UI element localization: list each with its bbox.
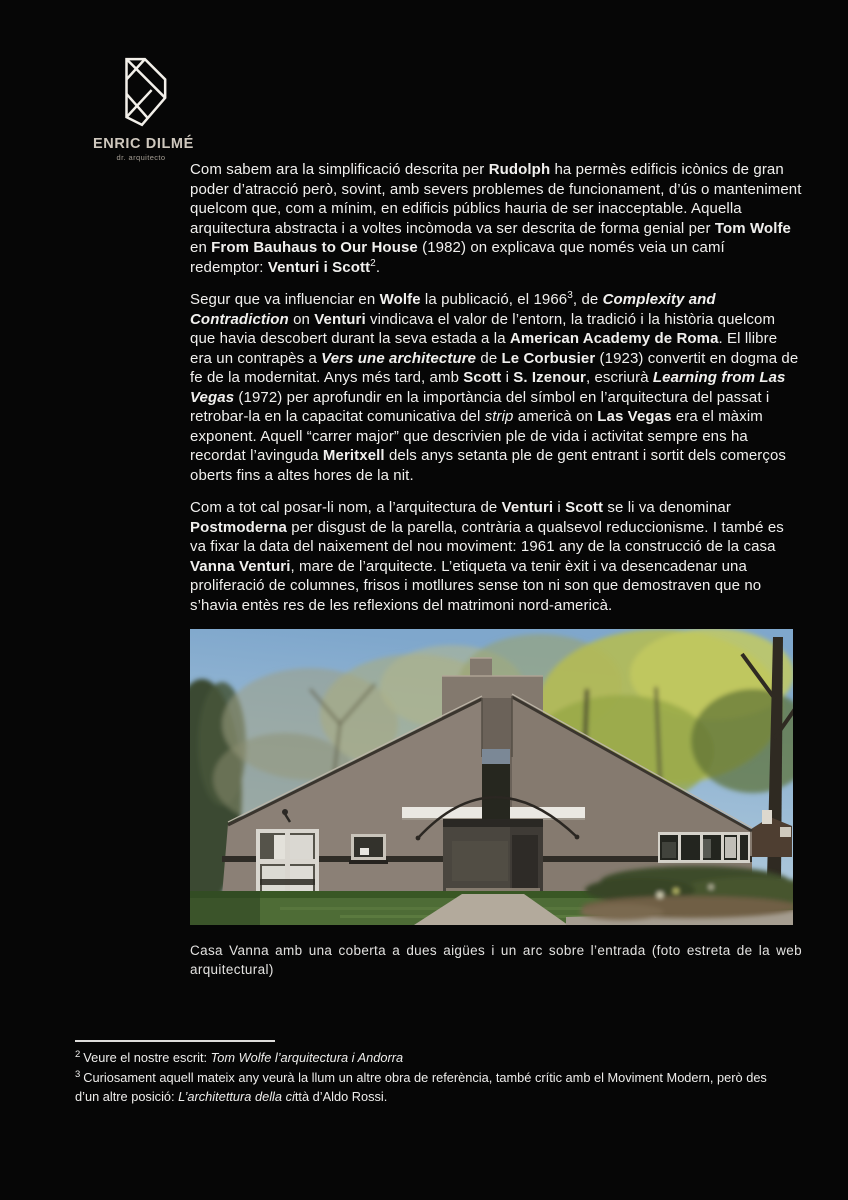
logo-subtitle: dr. arquitecto (116, 153, 166, 162)
footnote-2-marker: 2 (75, 1048, 81, 1060)
photo-caption: Casa Vanna amb una coberta a dues aigües i un arc sobre l’entrada (foto estreta de la web arquitectural) (190, 943, 802, 977)
footnotes (75, 1040, 787, 1107)
arch-end-left (416, 836, 421, 841)
footnote-3-marker: 3 (75, 1068, 81, 1080)
center-window-sky-reflection (482, 749, 510, 764)
small-window (349, 834, 388, 864)
footnotes-divider (75, 1040, 275, 1042)
paragraph-1: Com sabem ara la simplificació descrita per Rudolph ha permès edificis icònics de gran poder d’atracció però, sovint, amb severs problemes de funcionament, d’ús o manteniment quelcom que, com a mínim, en edificis públics hauria de ser inacceptable. Aquella arquitectura abstracta i a voltes incòmoda va ser descrita de forma genial per Tom Wolfe en From Bauhaus to Our House (1982) on explicava que només veia un camí redemptor: Venturi i Scott$^2$. (190, 161, 802, 276)
vanna-venturi-house-photo (190, 629, 793, 925)
paragraph-2: Segur que va influenciar en Wolfe la publicació, el 1966$^3$, de Complexity and Contradiction on Venturi vindicava el valor de l’entorn, la tradició i la història quelcom que havia descobert durant la seva estada a la American Academy de Roma. El llibre era un contrapès a Vers une architecture de Le Corbusier (1923) convertit en dogma de fe de la modernitat. Anys més tard, amb Scott i S. Izenour, escriurà Learning from Las Vegas (1972) per aprofundir en la importància del símbol en l’arquitectura del passat i retrobar-la en la capacitat comunicativa del strip americà on Las Vegas era el màxim exponent. Aquell “carrer major” que descrivien ple de vida i activitat sempre ens ha recordat l’avinguda Meritxell dels anys setanta ple de gent entrant i sortit dels comerços oberts fins a altes hores de la nit. (190, 290, 799, 484)
arch-end-right (575, 835, 580, 840)
ribbon-window (658, 832, 750, 863)
left-window (256, 829, 319, 895)
logo (93, 56, 194, 162)
footnote-3-text: Curiosament aquell mateix any veurà la llum un altre obra de referència, també crític amb el Moviment Modern, però des d’un altre posició: L’architettura della città d’Aldo Rossi. (75, 1070, 767, 1104)
paragraph-3: Com a tot cal posar-li nom, a l’arquitectura de Venturi i Scott se li va denominar Postmoderna per disgust de la parella, contrària a qualsevol reduccionisme. I també es va fixar la data del naixement del nou moviment: 1961 any de la construcció de la casa Vanna Venturi, mare de l’arquitecte. L’etiqueta va tenir èxit i va desencadenar una proliferació de columnes, frisos i motllures sense ton ni son que demostraven que no s’havia entès res de les reflexions del matrimoni nord-americà. (190, 499, 784, 614)
logo-title: ENRIC DILMÉ (93, 136, 194, 152)
photo-figure (190, 629, 793, 925)
article (190, 160, 802, 979)
dark-band-left (222, 856, 443, 862)
footnote-2-text: Veure el nostre escrit: Tom Wolfe l’arquitectura i Andorra (83, 1050, 404, 1065)
entrance-recess (443, 819, 543, 896)
footnote-3 (75, 1068, 787, 1106)
footnote-2 (75, 1048, 787, 1067)
enric-dilme-monogram-icon (112, 56, 170, 128)
